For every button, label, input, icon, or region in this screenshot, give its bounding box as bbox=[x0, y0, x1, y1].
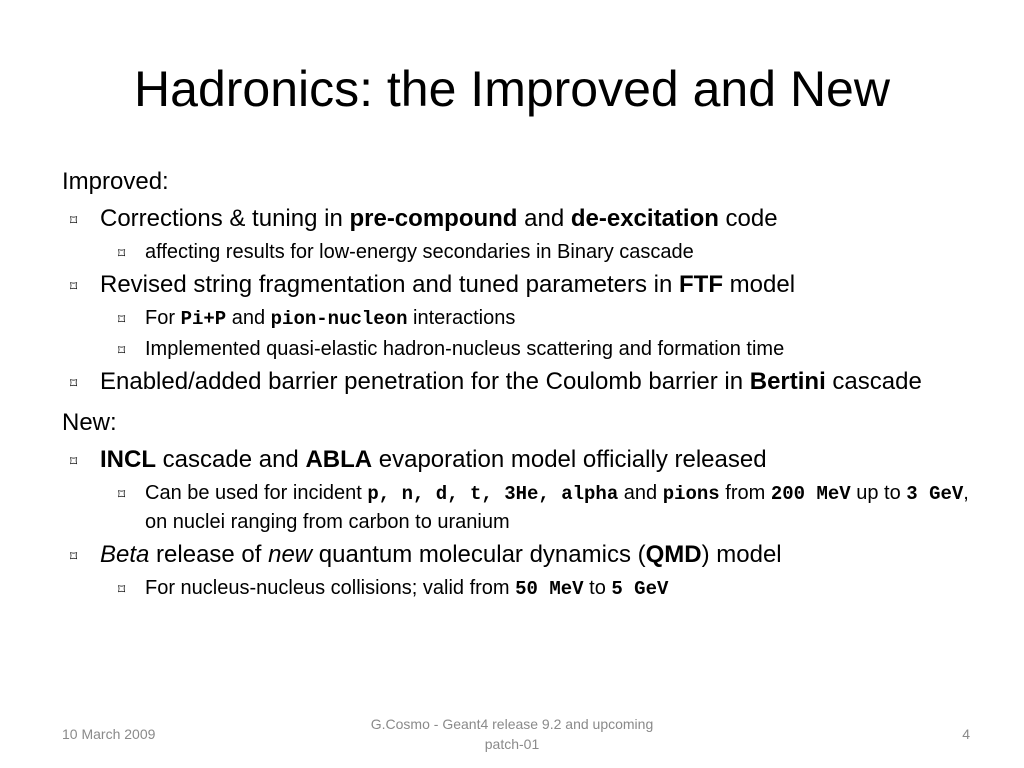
italic-text: new bbox=[268, 541, 313, 568]
text: cascade and bbox=[156, 446, 306, 473]
sub-bullet-item bbox=[62, 335, 992, 363]
text: Enabled/added barrier penetration for the Coulomb barrier in bbox=[100, 368, 750, 395]
text: Revised string fragmentation and tuned parameters in bbox=[100, 271, 679, 298]
bullet-icon: ⌑ bbox=[118, 311, 126, 327]
code-term: 50 MeV bbox=[515, 578, 584, 600]
bullet-icon: ⌑ bbox=[70, 453, 78, 469]
bullet-icon: ⌑ bbox=[70, 278, 78, 294]
code-term: Pi+P bbox=[180, 308, 227, 330]
section-heading-new: New: bbox=[62, 409, 117, 436]
text: Implemented quasi-elastic hadron-nucleus scattering and formation time bbox=[145, 338, 785, 360]
bullet-item bbox=[62, 202, 992, 236]
emphasis: de-excitation bbox=[570, 205, 719, 232]
emphasis: QMD bbox=[645, 541, 702, 568]
text: affecting results for low-energy secondaries in Binary cascade bbox=[145, 241, 694, 263]
bullet-icon: ⌑ bbox=[118, 342, 126, 358]
footer-title: G.Cosmo - Geant4 release 9.2 and upcoming patch-01 bbox=[370, 716, 654, 752]
text: , on nuclei ranging from carbon to uranium bbox=[145, 482, 969, 533]
text: For bbox=[145, 307, 181, 329]
code-term: 3 GeV bbox=[906, 483, 964, 505]
emphasis: Bertini bbox=[749, 368, 826, 395]
bullet-item bbox=[62, 268, 992, 302]
footer-date: 10 March 2009 bbox=[62, 726, 156, 742]
bullet-item bbox=[62, 443, 992, 477]
text: ) model bbox=[701, 541, 782, 568]
text: cascade bbox=[825, 368, 922, 395]
emphasis: INCL bbox=[100, 446, 156, 473]
bullet-icon: ⌑ bbox=[70, 212, 78, 228]
sub-bullet-item bbox=[62, 479, 992, 536]
bullet-icon: ⌑ bbox=[118, 581, 126, 597]
sub-bullet-item bbox=[62, 238, 992, 266]
text: code bbox=[718, 205, 778, 232]
sub-bullet-item bbox=[62, 304, 992, 333]
slide-title: Hadronics: the Improved and New bbox=[134, 61, 890, 117]
bullet-icon: ⌑ bbox=[70, 375, 78, 391]
text: from bbox=[719, 482, 771, 504]
bullet-icon: ⌑ bbox=[118, 486, 126, 502]
bullet-icon: ⌑ bbox=[70, 548, 78, 564]
emphasis: ABLA bbox=[305, 446, 373, 473]
text: release of bbox=[149, 541, 269, 568]
text: and bbox=[618, 482, 663, 504]
emphasis: FTF bbox=[679, 271, 723, 298]
text: Can be used for incident bbox=[145, 482, 368, 504]
code-term: 5 GeV bbox=[611, 578, 669, 600]
text: evaporation model officially released bbox=[372, 446, 767, 473]
text: to bbox=[583, 577, 612, 599]
text: Corrections & tuning in bbox=[100, 205, 350, 232]
text: interactions bbox=[407, 307, 516, 329]
code-term: pions bbox=[662, 483, 720, 505]
code-term: p, n, d, t, 3He, alpha bbox=[367, 483, 619, 505]
sub-bullet-item bbox=[62, 574, 992, 603]
emphasis: pre-compound bbox=[349, 205, 518, 232]
text: quantum molecular dynamics ( bbox=[312, 541, 646, 568]
text: and bbox=[226, 307, 271, 329]
text: up to bbox=[850, 482, 907, 504]
text: and bbox=[517, 205, 571, 232]
code-term: pion-nucleon bbox=[270, 308, 408, 330]
bullet-icon: ⌑ bbox=[118, 245, 126, 261]
slide-body bbox=[62, 164, 992, 603]
section-heading-improved: Improved: bbox=[62, 168, 169, 195]
bullet-item bbox=[62, 538, 992, 572]
code-term: 200 MeV bbox=[770, 483, 851, 505]
text: model bbox=[722, 271, 796, 298]
page-number: 4 bbox=[962, 726, 970, 742]
text: For nucleus-nucleus collisions; valid from bbox=[145, 577, 516, 599]
italic-text: Beta bbox=[100, 541, 150, 568]
bullet-item bbox=[62, 365, 992, 399]
